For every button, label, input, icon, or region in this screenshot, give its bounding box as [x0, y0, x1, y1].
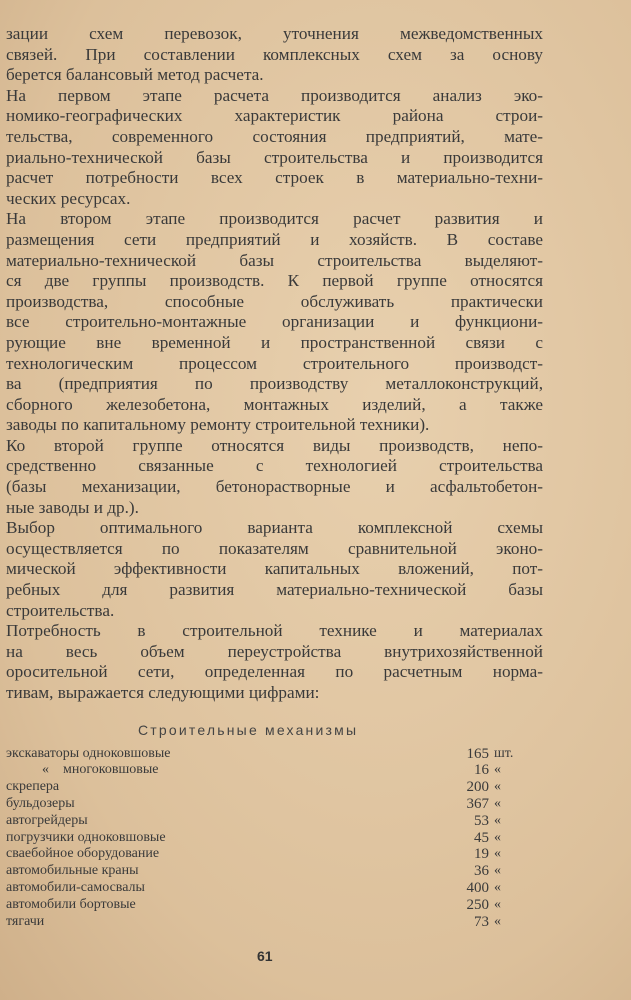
- text-line: зации схем перевозок, уточнения межведомственных: [6, 24, 543, 43]
- equipment-unit: «: [494, 829, 501, 845]
- table-row: [6, 897, 543, 914]
- equipment-name: экскаваторы одноковшовые: [6, 745, 171, 761]
- equipment-name: тягачи: [6, 913, 45, 929]
- text-line: ребных для развития материально-технической базы: [6, 580, 543, 600]
- table-row: [6, 914, 543, 931]
- table-row: [6, 796, 543, 813]
- equipment-qty: 250: [466, 896, 489, 913]
- equipment-name: автомобильные краны: [6, 863, 139, 879]
- text-line: материально-технической базы строительства выделяют-: [6, 250, 543, 270]
- table-row: [6, 863, 543, 880]
- text-line: оросительной сети, определенная по расчетным норма-: [6, 662, 543, 682]
- paragraph-3: [6, 209, 543, 436]
- text-line: мической эффективности капитальных вложений, пот-: [6, 559, 543, 579]
- text-line: технологическим процессом строительного производст-: [6, 353, 543, 373]
- text-line: ва (предприятия по производству металлоконструкций,: [6, 374, 543, 394]
- text-line: размещения сети предприятий и хозяйств. В составе: [6, 229, 543, 249]
- paragraph-1: [6, 24, 543, 86]
- ditto-mark: «: [42, 762, 49, 778]
- equipment-name: автомобили бортовые: [6, 896, 136, 912]
- table-row: [6, 880, 543, 897]
- equipment-unit: «: [494, 762, 501, 778]
- equipment-unit: «: [494, 879, 501, 895]
- text-line: средственно связанные с технологией строительства: [6, 456, 543, 476]
- equipment-qty: 36: [474, 863, 489, 880]
- text-line: заводы по капитальному ремонту строительной техники).: [6, 415, 430, 435]
- text-line: Ко второй группе относятся виды производств, непо-: [6, 435, 543, 455]
- equipment-table: [6, 746, 543, 931]
- equipment-unit: «: [494, 863, 501, 879]
- equipment-name: многоковшовые: [63, 762, 159, 778]
- table-row: [6, 762, 543, 779]
- text-line: риально-технической базы строительства и производится: [6, 147, 543, 167]
- text-line: все строительно-монтажные организации и функциони-: [6, 312, 543, 332]
- equipment-name: сваебойное оборудование: [6, 846, 160, 862]
- page-number: 61: [257, 948, 273, 964]
- equipment-qty: 367: [466, 795, 489, 812]
- paragraph-4: [6, 436, 543, 518]
- text-line: Выбор оптимального варианта комплексной схемы: [6, 518, 543, 538]
- equipment-qty: 400: [466, 879, 489, 896]
- equipment-name: бульдозеры: [6, 795, 75, 811]
- equipment-unit: «: [494, 779, 501, 795]
- text-line: производства, способные обслуживать практически: [6, 291, 543, 311]
- paragraph-5: [6, 518, 543, 621]
- table-row: [6, 846, 543, 863]
- equipment-qty: 19: [474, 846, 489, 863]
- equipment-unit: «: [494, 846, 501, 862]
- text-line: берется балансовый метод расчета.: [6, 65, 264, 85]
- text-line: На втором этапе производится расчет развития и: [6, 209, 543, 229]
- text-line: ные заводы и др.).: [6, 497, 139, 517]
- text-line: осуществляется по показателям сравнительной эконо-: [6, 538, 543, 558]
- equipment-unit: «: [494, 913, 501, 929]
- equipment-unit: «: [494, 812, 501, 828]
- equipment-unit: «: [494, 795, 501, 811]
- table-row: [6, 746, 543, 763]
- text-line: тивам, выражается следующими цифрами:: [6, 683, 320, 702]
- text-line: тельства, современного состояния предприятий, мате-: [6, 126, 543, 146]
- equipment-qty: 53: [474, 812, 489, 829]
- paragraph-2: [6, 86, 543, 210]
- equipment-qty: 200: [466, 779, 489, 796]
- equipment-qty: 73: [474, 913, 489, 930]
- text-line: ческих ресурсах.: [6, 188, 131, 208]
- text-line: строительства.: [6, 600, 115, 620]
- equipment-name: автомобили-самосвалы: [6, 879, 145, 895]
- text-line: на весь объем переустройства внутрихозяйственной: [6, 641, 543, 661]
- equipment-table-title: Строительные механизмы: [138, 721, 359, 738]
- table-row: [6, 830, 543, 847]
- text-line: сборного железобетона, монтажных изделий, а также: [6, 394, 543, 414]
- text-line: Потребность в строительной технике и материалах: [6, 621, 543, 641]
- equipment-unit: шт.: [494, 745, 514, 761]
- text-line: номико-географических характеристик района строи-: [6, 106, 543, 126]
- text-line: ся две группы производств. К первой группе относятся: [6, 271, 543, 291]
- table-row: [6, 779, 543, 796]
- table-row: [6, 813, 543, 830]
- text-line: На первом этапе расчета производится анализ эко-: [6, 85, 543, 105]
- equipment-name: погрузчики одноковшовые: [6, 829, 166, 845]
- equipment-name: автогрейдеры: [6, 812, 88, 828]
- body-text: [6, 24, 543, 704]
- text-line: расчет потребности всех строек в материально-техни-: [6, 168, 543, 188]
- text-line: рующие вне временной и пространственной связи с: [6, 332, 543, 352]
- text-line: связей. При составлении комплексных схем за основу: [6, 44, 543, 64]
- paragraph-6: [6, 621, 543, 703]
- equipment-unit: «: [494, 896, 501, 912]
- text-line: (базы механизации, бетонорастворные и асфальтобетон-: [6, 477, 543, 497]
- equipment-qty: 45: [474, 829, 489, 846]
- equipment-qty: 16: [474, 762, 489, 779]
- equipment-name: скрепера: [6, 779, 60, 795]
- equipment-qty: 165: [466, 745, 489, 762]
